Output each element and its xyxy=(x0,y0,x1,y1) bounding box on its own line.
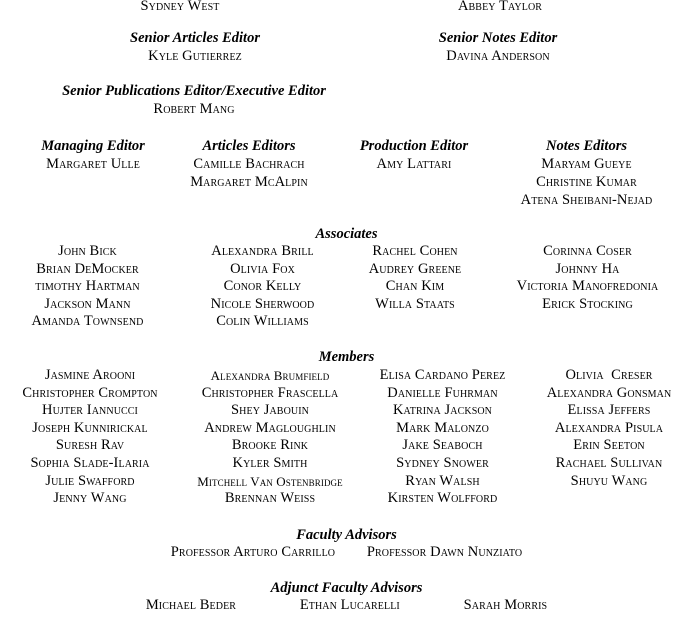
senior-articles-name: Kyle Gutierrez xyxy=(148,48,242,64)
managing-editor-title: Managing Editor xyxy=(41,138,145,154)
member-name: Alexandra Brumfield xyxy=(210,368,330,383)
associates-column xyxy=(175,243,350,331)
member-name: Olivia Creser xyxy=(565,367,653,383)
associates-column xyxy=(330,243,500,313)
member-name: Jasmine Arooni xyxy=(44,367,136,383)
associate-name: Amanda Townsend xyxy=(31,313,144,330)
member-name: Shuyu Wang xyxy=(570,472,648,489)
associate-name: Jackson Mann xyxy=(44,295,131,312)
member-name: Erin Seeton xyxy=(573,437,645,454)
associate-name: timothy Hartman xyxy=(35,278,140,295)
notes-editors-title: Notes Editors xyxy=(546,138,627,154)
senior-articles-title: Senior Articles Editor xyxy=(130,30,260,46)
member-name: Christopher Frascella xyxy=(201,384,339,401)
top-left-name: Sydney West xyxy=(140,0,220,14)
associate-name: Alexandra Brill xyxy=(211,243,314,259)
member-name: Elisa Cardano Perez xyxy=(379,367,506,383)
members-column xyxy=(525,367,693,490)
associates-title: Associates xyxy=(315,226,378,242)
member-name: Sydney Snower xyxy=(396,454,489,471)
notes-editor-name: Maryam Gueye xyxy=(541,156,632,172)
notes-editor-name: Christine Kumar xyxy=(536,174,637,190)
member-name: Rachael Sullivan xyxy=(555,454,663,471)
member-name: Mitchell Van Ostenbridge xyxy=(197,473,343,489)
production-editor-section xyxy=(339,137,489,173)
articles-editors-section xyxy=(174,137,324,191)
member-name: Kyler Smith xyxy=(232,454,308,471)
adjunct-faculty-advisors-title: Adjunct Faculty Advisors xyxy=(270,580,423,596)
members-column xyxy=(355,367,530,508)
faculty-advisors-title: Faculty Advisors xyxy=(296,527,397,543)
senior-publications-title: Senior Publications Editor/Executive Editor xyxy=(62,83,326,99)
associate-name: Johnny Ha xyxy=(555,260,620,277)
member-name: Alexandra Gonsman xyxy=(546,384,672,401)
senior-publications-name: Robert Mang xyxy=(153,101,235,117)
associate-name: Erick Stocking xyxy=(542,295,633,312)
associate-name: Nicole Sherwood xyxy=(210,295,315,312)
articles-editor-name: Margaret McAlpin xyxy=(190,174,308,190)
associate-name: Victoria Manofredonia xyxy=(516,278,659,295)
associate-name: Willa Staats xyxy=(375,295,455,312)
associate-name: John Bick xyxy=(58,243,117,259)
member-name: Hujter Iannucci xyxy=(42,402,138,419)
senior-notes-section xyxy=(398,29,598,65)
adjunct-faculty-advisor-name: Michael Beder xyxy=(145,597,237,613)
notes-editors-section xyxy=(499,137,674,209)
member-name: Joseph Kunnirickal xyxy=(32,419,148,436)
adjunct-faculty-advisor-name: Sarah Morris xyxy=(463,597,548,613)
senior-notes-title: Senior Notes Editor xyxy=(438,30,558,46)
associate-name: Conor Kelly xyxy=(223,278,302,295)
senior-publications-section xyxy=(44,82,344,118)
associate-name: Olivia Fox xyxy=(230,260,295,277)
member-name: Shey Jabouin xyxy=(231,402,309,419)
senior-articles-section xyxy=(95,29,295,65)
associate-name: Chan Kim xyxy=(385,278,445,295)
managing-editor-name: Margaret Ulle xyxy=(46,156,140,172)
member-name: Suresh Rav xyxy=(55,437,125,454)
faculty-advisors-names xyxy=(0,544,693,561)
member-name: Katrina Jackson xyxy=(392,402,493,419)
top-right-name: Abbey Taylor xyxy=(457,0,543,14)
managing-editor-section xyxy=(18,137,168,173)
member-name: Andrew Magloughlin xyxy=(204,419,336,436)
member-name: Mark Malonzo xyxy=(396,419,489,436)
articles-editor-name: Camille Bachrach xyxy=(193,156,305,172)
notes-editor-name: Atena Sheibani-Nejad xyxy=(520,192,653,208)
member-name: Jenny Wang xyxy=(53,490,127,507)
member-name: Brooke Rink xyxy=(231,437,309,454)
member-name: Julie Swafford xyxy=(45,472,135,489)
members-title: Members xyxy=(318,349,375,365)
members-column xyxy=(180,367,360,508)
member-name: Danielle Fuhrman xyxy=(387,384,498,401)
production-editor-name: Amy Lattari xyxy=(376,156,452,172)
associate-name: Corinna Coser xyxy=(543,243,632,259)
associate-name: Rachel Cohen xyxy=(372,243,458,259)
member-name: Sophia Slade-Ilaria xyxy=(30,454,150,471)
member-name: Elissa Jeffers xyxy=(567,402,651,419)
articles-editors-title: Articles Editors xyxy=(202,138,296,154)
member-name: Jake Seaboch xyxy=(402,437,483,454)
member-name: Alexandra Pisula xyxy=(554,419,664,436)
member-name: Ryan Walsh xyxy=(405,472,480,489)
associate-name: Colin Williams xyxy=(216,313,309,330)
adjunct-faculty-advisor-name: Ethan Lucarelli xyxy=(299,597,400,613)
senior-notes-name: Davina Anderson xyxy=(446,48,550,64)
associates-column xyxy=(0,243,175,331)
faculty-advisor-name: Professor Dawn Nunziato xyxy=(366,544,523,560)
faculty-advisor-name: Professor Arturo Carrillo xyxy=(170,544,336,560)
associates-column xyxy=(500,243,675,313)
member-name: Kirsten Wolfford xyxy=(387,490,498,507)
production-editor-title: Production Editor xyxy=(359,138,469,154)
associate-name: Brian DeMocker xyxy=(36,260,139,277)
member-name: Brennan Weiss xyxy=(224,490,316,507)
member-name: Christopher Crompton xyxy=(22,384,158,401)
associate-name: Audrey Greene xyxy=(368,260,462,277)
members-column xyxy=(0,367,180,508)
adjunct-faculty-advisors-names xyxy=(0,597,693,614)
